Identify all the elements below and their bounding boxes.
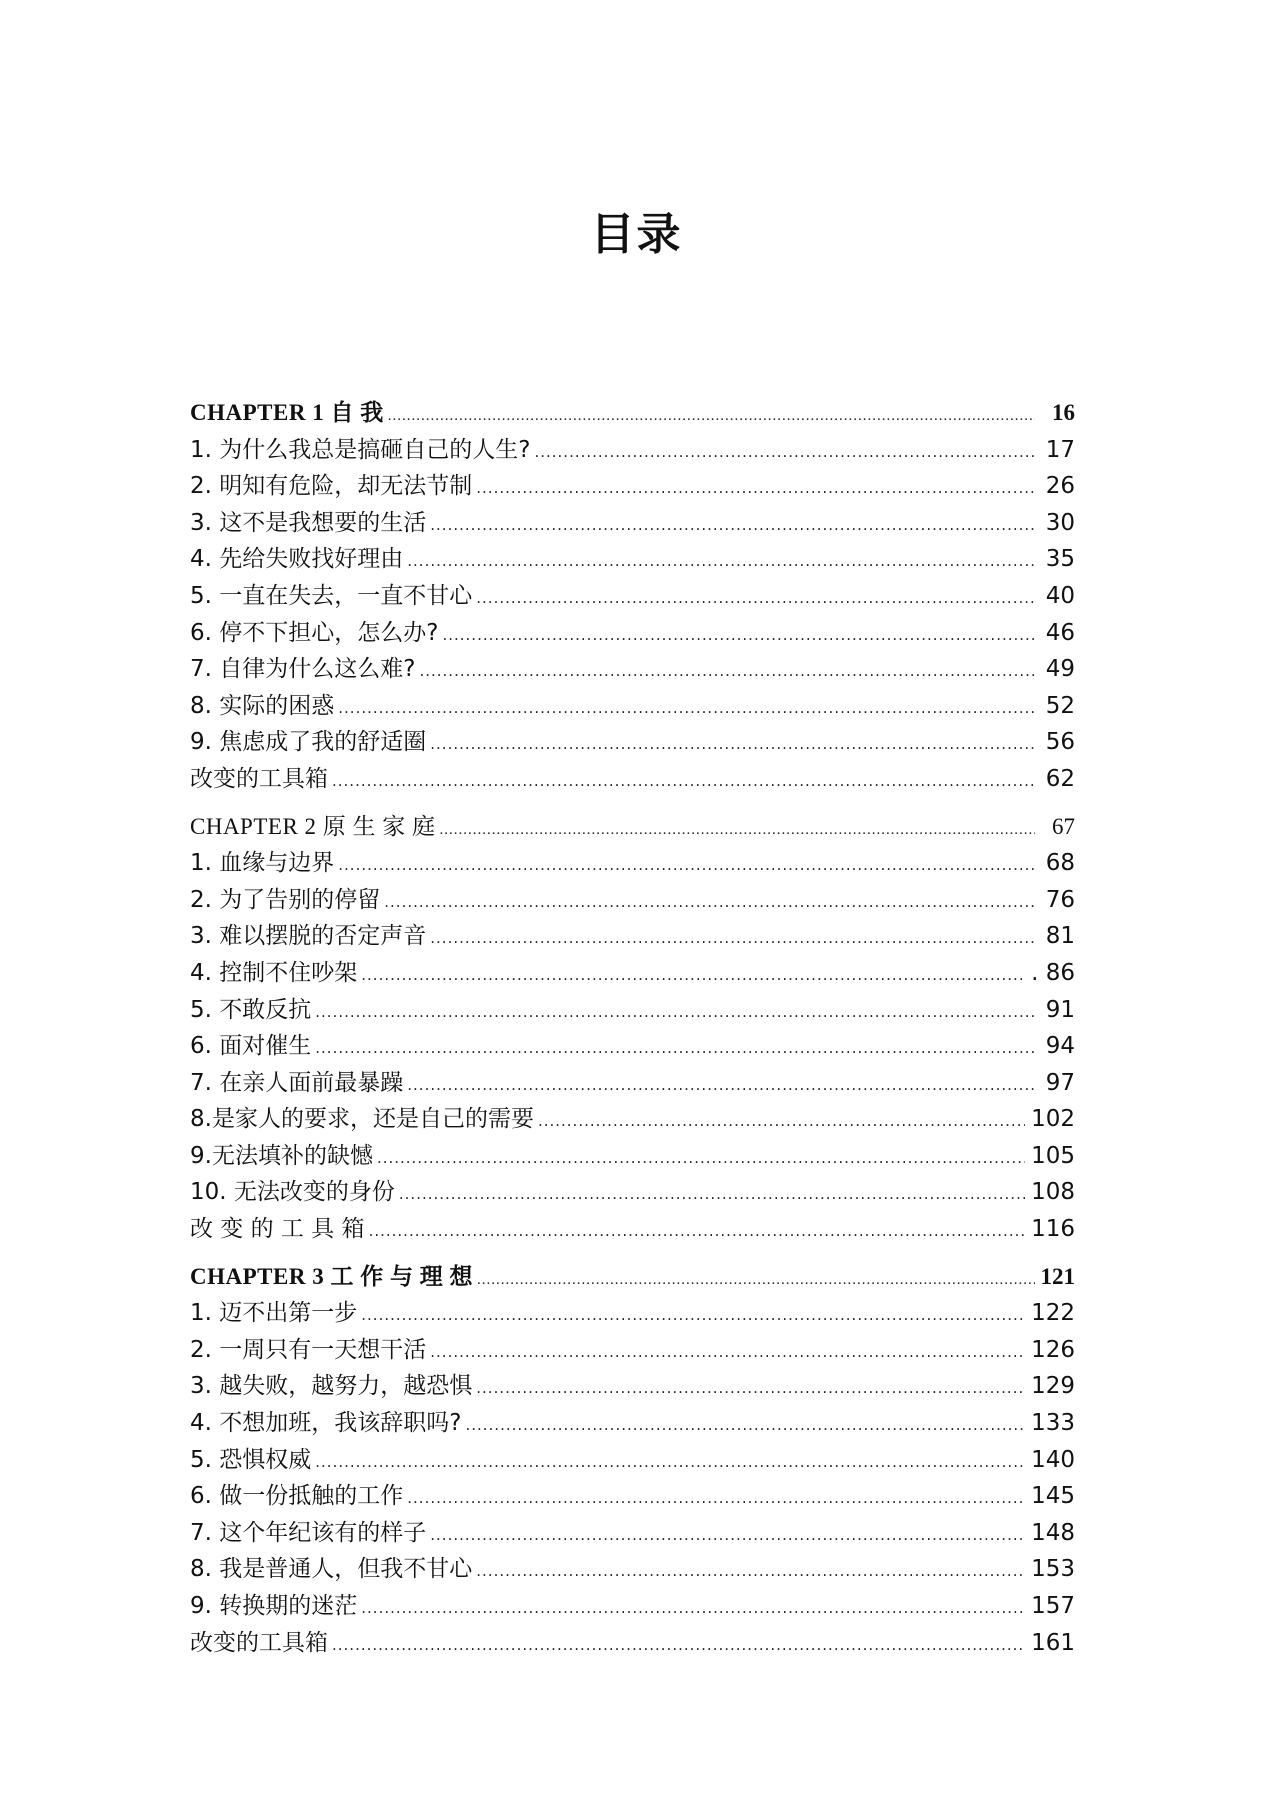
dot-leader	[332, 772, 1035, 790]
entry-title: 1. 为什么我总是搞砸自己的人生?	[190, 436, 531, 463]
entry-title: 5. 不敢反抗	[190, 996, 312, 1023]
dot-leader	[476, 1562, 1025, 1580]
toc-entry[interactable]	[190, 1137, 1075, 1174]
entry-title: 3. 这不是我想要的生活	[190, 509, 427, 536]
dot-leader	[361, 1306, 1025, 1324]
toc-entry[interactable]	[190, 1514, 1075, 1551]
page-number: 40	[1045, 582, 1075, 609]
entry-title: 2. 明知有危险，却无法节制	[190, 473, 473, 500]
dot-leader	[476, 589, 1035, 607]
entry-title: 9.无法填补的缺憾	[190, 1142, 373, 1169]
chapter-spacer	[190, 797, 1075, 808]
page-number: 81	[1045, 923, 1075, 950]
toc-entry[interactable]	[190, 1624, 1075, 1661]
dot-leader	[388, 408, 1035, 425]
entry-title: 改变的工具箱	[190, 765, 328, 792]
toc-entry[interactable]	[190, 881, 1075, 918]
entry-title: 5. 恐惧权威	[190, 1446, 312, 1473]
dot-leader	[315, 1003, 1035, 1021]
toc-entry[interactable]	[190, 760, 1075, 797]
page-number: 16	[1052, 400, 1075, 425]
dot-leader	[338, 699, 1035, 717]
toc-entry[interactable]	[190, 1027, 1075, 1064]
entry-title: 6. 面对催生	[190, 1033, 312, 1060]
toc-entry[interactable]	[190, 1173, 1075, 1210]
entry-title: 9. 转换期的迷茫	[190, 1593, 358, 1619]
toc-entry[interactable]	[190, 650, 1075, 687]
entry-title: 2. 为了告别的停留	[190, 886, 381, 913]
entry-title: 10. 无法改变的身份	[190, 1179, 395, 1206]
dot-leader	[377, 1149, 1025, 1167]
dot-leader	[476, 479, 1035, 497]
page-title: 目录	[590, 209, 683, 260]
entry-title: 2. 一周只有一天想干活	[190, 1336, 427, 1363]
page-number: 46	[1045, 619, 1075, 646]
dot-leader	[315, 1039, 1035, 1057]
toc-entry[interactable]	[190, 467, 1075, 504]
page-number: 140	[1031, 1446, 1075, 1473]
dot-leader	[440, 822, 1035, 839]
toc-entry[interactable]	[190, 723, 1075, 760]
toc-entry[interactable]	[190, 1587, 1075, 1624]
entry-title: 5. 一直在失去，一直不甘心	[190, 582, 473, 609]
page-number: 97	[1045, 1069, 1075, 1096]
toc-entry[interactable]	[190, 1477, 1075, 1514]
toc-entry[interactable]	[190, 577, 1075, 614]
dot-leader	[534, 443, 1035, 461]
toc-entry[interactable]	[190, 1441, 1075, 1478]
toc-chapter-heading[interactable]	[190, 1258, 1075, 1295]
dot-leader	[442, 626, 1035, 644]
page-number: 126	[1031, 1336, 1075, 1363]
dot-leader	[399, 1185, 1025, 1203]
toc-entry[interactable]	[190, 1064, 1075, 1101]
page-number: 129	[1031, 1373, 1075, 1400]
toc-entry[interactable]	[190, 687, 1075, 724]
page-number: 52	[1045, 692, 1075, 719]
toc-entry[interactable]	[190, 1210, 1075, 1247]
page-number: 67	[1052, 813, 1075, 839]
dot-leader	[430, 1343, 1025, 1361]
toc-entry[interactable]	[190, 1100, 1075, 1137]
toc-entry[interactable]	[190, 1550, 1075, 1587]
toc-entry[interactable]	[190, 1367, 1075, 1404]
dot-leader	[430, 929, 1035, 947]
page-number: 35	[1045, 546, 1075, 573]
page-number: 145	[1031, 1483, 1075, 1510]
chapter-title: CHAPTER 2 原 生 家 庭	[190, 813, 436, 839]
dot-leader	[419, 662, 1035, 680]
page-number: . 86	[1031, 959, 1075, 986]
toc-entry[interactable]	[190, 614, 1075, 651]
dot-leader	[430, 516, 1035, 534]
page-number: 148	[1031, 1519, 1075, 1546]
toc-entry[interactable]	[190, 844, 1075, 881]
dot-leader	[332, 1636, 1025, 1654]
toc-entry[interactable]	[190, 504, 1075, 541]
dot-leader	[476, 1379, 1025, 1397]
dot-leader	[407, 552, 1035, 570]
dot-leader	[477, 1272, 1035, 1289]
page-number: 133	[1031, 1410, 1075, 1437]
dot-leader	[315, 1453, 1025, 1471]
page-number: 157	[1031, 1593, 1075, 1619]
entry-title: 9. 焦虑成了我的舒适圈	[190, 729, 427, 756]
table-of-contents	[190, 394, 1075, 1660]
entry-title: 8.是家人的要求，还是自己的需要	[190, 1106, 534, 1133]
toc-entry[interactable]	[190, 540, 1075, 577]
dot-leader	[338, 856, 1035, 874]
toc-entry[interactable]	[190, 991, 1075, 1028]
dot-leader	[538, 1112, 1025, 1130]
toc-entry[interactable]	[190, 954, 1075, 991]
page-number: 122	[1031, 1300, 1075, 1327]
toc-entry[interactable]	[190, 917, 1075, 954]
entry-title: 1. 血缘与边界	[190, 850, 335, 877]
chapter-spacer	[190, 1247, 1075, 1258]
page-number: 105	[1031, 1142, 1075, 1169]
page-number: 49	[1045, 656, 1075, 683]
toc-entry[interactable]	[190, 1331, 1075, 1368]
page-number: 121	[1040, 1263, 1075, 1289]
entry-title: 4. 控制不住吵架	[190, 959, 358, 986]
page-number: 30	[1045, 509, 1075, 536]
dot-leader	[384, 893, 1035, 911]
entry-title: 8. 我是普通人，但我不甘心	[190, 1556, 473, 1583]
page-number: 116	[1031, 1216, 1075, 1243]
dot-leader	[465, 1416, 1025, 1434]
dot-leader	[407, 1076, 1035, 1094]
dot-leader	[430, 1526, 1025, 1544]
dot-leader	[430, 735, 1035, 753]
entry-title: 改 变 的 工 具 箱	[190, 1216, 365, 1243]
dot-leader	[361, 966, 1025, 984]
dot-leader	[369, 1222, 1026, 1240]
page-number: 161	[1031, 1629, 1075, 1656]
toc-chapter-heading[interactable]	[190, 394, 1075, 431]
page-number: 26	[1045, 473, 1075, 500]
page-number: 76	[1045, 886, 1075, 913]
entry-title: 3. 越失败，越努力，越恐惧	[190, 1373, 473, 1400]
page-number: 17	[1045, 436, 1075, 463]
entry-title: 3. 难以摆脱的否定声音	[190, 923, 427, 950]
page-number: 108	[1031, 1179, 1075, 1206]
page-number: 102	[1031, 1106, 1075, 1133]
entry-title: 6. 停不下担心，怎么办?	[190, 619, 439, 646]
dot-leader	[361, 1599, 1025, 1617]
entry-title: 7. 这个年纪该有的样子	[190, 1519, 427, 1546]
entry-title: 7. 自律为什么这么难?	[190, 656, 416, 683]
chapter-title: CHAPTER 1 自 我	[190, 400, 384, 425]
page-number: 153	[1031, 1556, 1075, 1583]
entry-title: 4. 不想加班，我该辞职吗?	[190, 1410, 462, 1437]
toc-entry[interactable]	[190, 1404, 1075, 1441]
chapter-title: CHAPTER 3 工 作 与 理 想	[190, 1263, 473, 1289]
entry-title: 6. 做一份抵触的工作	[190, 1483, 404, 1510]
entry-title: 4. 先给失败找好理由	[190, 546, 404, 573]
page-number: 94	[1045, 1033, 1075, 1060]
toc-entry[interactable]	[190, 1294, 1075, 1331]
page-number: 68	[1045, 850, 1075, 877]
toc-entry[interactable]	[190, 431, 1075, 468]
dot-leader	[407, 1489, 1025, 1507]
entry-title: 改变的工具箱	[190, 1629, 328, 1656]
toc-chapter-heading[interactable]	[190, 808, 1075, 845]
entry-title: 8. 实际的困惑	[190, 692, 335, 719]
page-number: 56	[1045, 729, 1075, 756]
entry-title: 1. 迈不出第一步	[190, 1300, 358, 1327]
page-number: 91	[1045, 996, 1075, 1023]
page-number: 62	[1045, 765, 1075, 792]
entry-title: 7. 在亲人面前最暴躁	[190, 1069, 404, 1096]
